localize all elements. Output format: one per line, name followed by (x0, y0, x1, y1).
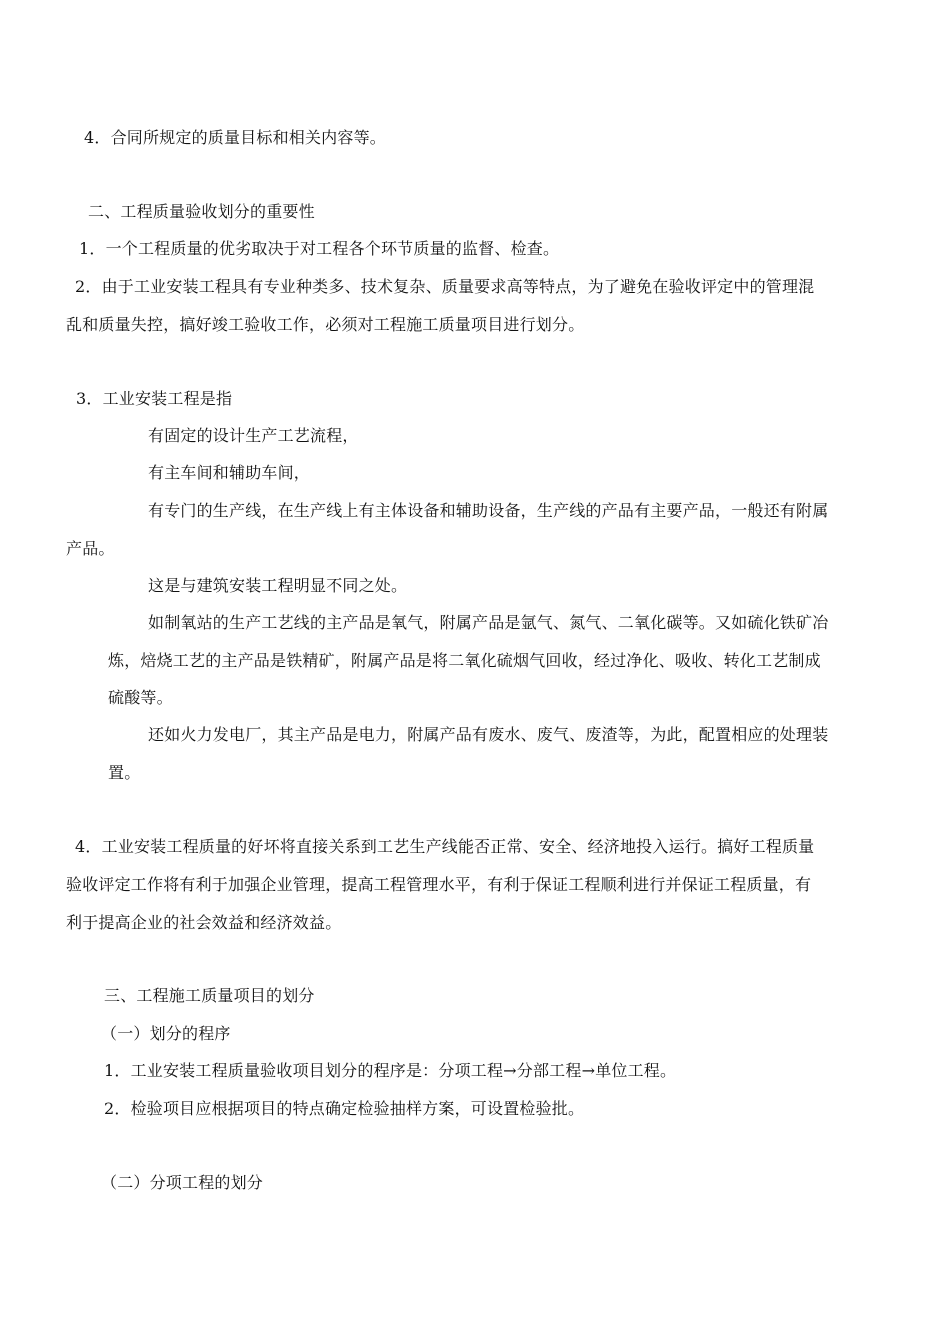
oxygen-example-line-3: 硫酸等。 (108, 688, 173, 707)
difference-note: 这是与建筑安装工程明显不同之处。 (148, 576, 408, 595)
section-2-item-4-line-3: 利于提高企业的社会效益和经济效益。 (66, 913, 342, 932)
section-2-item-4-line-1: 4．工业安装工程质量的好坏将直接关系到工艺生产线能否正常、安全、经济地投入运行。搞好工程质量 (75, 837, 815, 856)
oxygen-example-line-1: 如制氧站的生产工艺线的主产品是氧气，附属产品是氩气、氮气、二氧化碳等。又如硫化铁矿冶 (148, 613, 829, 632)
procedure-item-2: 2．检验项目应根据项目的特点确定检验抽样方案，可设置检验批。 (104, 1099, 585, 1118)
subsection-2-heading: （二）分项工程的划分 (101, 1173, 264, 1192)
section-2-item-2-line-1: 2．由于工业安装工程具有专业种类多、技术复杂、质量要求高等特点，为了避免在验收评定中的管理混 (75, 277, 815, 296)
definition-production-line-2: 产品。 (66, 539, 115, 558)
section-2-item-2-line-2: 乱和质量失控，搞好竣工验收工作，必须对工程施工质量项目进行划分。 (66, 315, 585, 334)
section-2-item-4-line-2: 验收评定工作将有利于加强企业管理，提高工程管理水平，有利于保证工程顺利进行并保证工程质量，有 (66, 875, 812, 894)
procedure-item-1: 1．工业安装工程质量验收项目划分的程序是：分项工程→分部工程→单位工程。 (104, 1061, 677, 1080)
section-2-item-3: 3．工业安装工程是指 (76, 389, 233, 408)
definition-workshops: 有主车间和辅助车间， (148, 463, 311, 482)
definition-process: 有固定的设计生产工艺流程， (148, 426, 359, 445)
section-2-heading: 二、工程质量验收划分的重要性 (88, 202, 315, 221)
oxygen-example-line-2: 炼，焙烧工艺的主产品是铁精矿，附属产品是将二氧化硫烟气回收，经过净化、吸收、转化工艺制成 (108, 651, 821, 670)
contract-item-4: 4．合同所规定的质量目标和相关内容等。 (84, 128, 386, 147)
power-plant-example-line-2: 置。 (108, 763, 141, 782)
subsection-1-heading: （一）划分的程序 (101, 1024, 231, 1043)
section-3-heading: 三、工程施工质量项目的划分 (104, 986, 315, 1005)
power-plant-example-line-1: 还如火力发电厂，其主产品是电力，附属产品有废水、废气、废渣等，为此，配置相应的处理装 (148, 725, 829, 744)
section-2-item-1: 1．一个工程质量的优劣取决于对工程各个环节质量的监督、检查。 (79, 239, 560, 258)
definition-production-line-1: 有专门的生产线，在生产线上有主体设备和辅助设备，生产线的产品有主要产品，一般还有附属 (148, 501, 829, 520)
